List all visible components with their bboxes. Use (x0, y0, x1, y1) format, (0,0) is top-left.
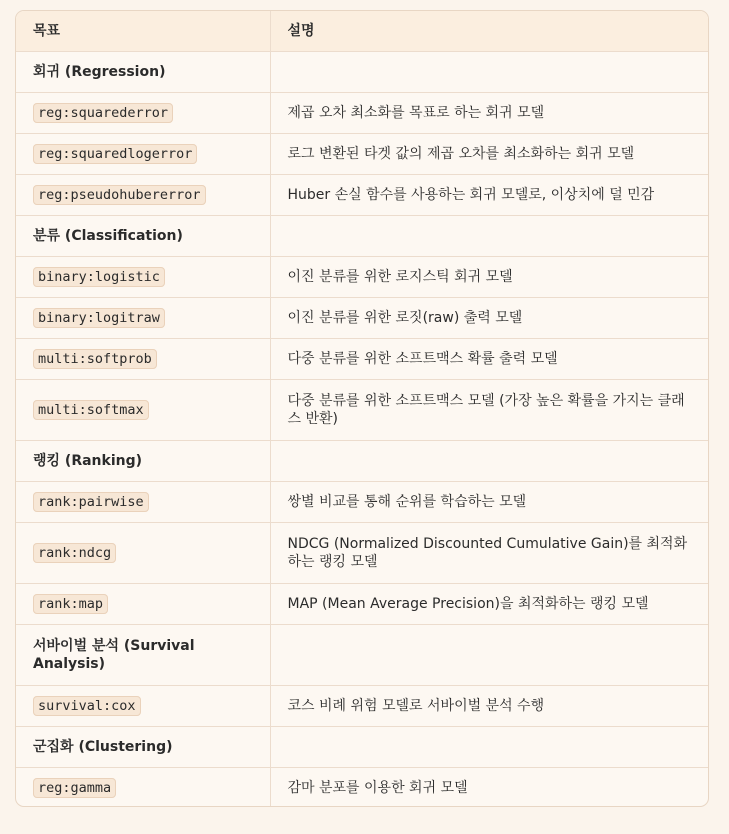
table-row (16, 257, 708, 298)
objective-code: rank:ndcg (33, 543, 116, 563)
objective-table (16, 11, 708, 807)
objective-code: multi:softprob (33, 349, 157, 369)
objective-code: reg:squarederror (33, 103, 173, 123)
objective-description: NDCG (Normalized Discounted Cumulative Gain)를 최적화하는 랭킹 모델 (270, 523, 708, 584)
table-row (16, 175, 708, 216)
section-label: 분류 (Classification) (16, 216, 270, 257)
table-row (16, 686, 708, 727)
header-objective: 목표 (16, 11, 270, 52)
objective-code: multi:softmax (33, 400, 149, 420)
objective-description: Huber 손실 함수를 사용하는 회귀 모델로, 이상치에 덜 민감 (270, 175, 708, 216)
objective-code: reg:gamma (33, 778, 116, 798)
section-label: 서바이벌 분석 (Survival Analysis) (16, 625, 270, 686)
section-row (16, 52, 708, 93)
objective-code: reg:pseudohubererror (33, 185, 206, 205)
section-label: 랭킹 (Ranking) (16, 441, 270, 482)
objective-description: MAP (Mean Average Precision)을 최적화하는 랭킹 모델 (270, 584, 708, 625)
section-row (16, 441, 708, 482)
objective-code: rank:pairwise (33, 492, 149, 512)
objective-description: 이진 분류를 위한 로지스틱 회귀 모델 (270, 257, 708, 298)
objective-code: survival:cox (33, 696, 141, 716)
section-row (16, 216, 708, 257)
objective-code: rank:map (33, 594, 108, 614)
section-label: 회귀 (Regression) (16, 52, 270, 93)
objective-description: 쌍별 비교를 통해 순위를 학습하는 모델 (270, 482, 708, 523)
objective-code: binary:logitraw (33, 308, 165, 328)
table-row (16, 339, 708, 380)
objective-code: binary:logistic (33, 267, 165, 287)
objective-description: 감마 분포를 이용한 회귀 모델 (270, 768, 708, 808)
objective-description: 로그 변환된 타겟 값의 제곱 오차를 최소화하는 회귀 모델 (270, 134, 708, 175)
table-row (16, 134, 708, 175)
objective-description: 다중 분류를 위한 소프트맥스 확률 출력 모델 (270, 339, 708, 380)
objective-description: 코스 비례 위험 모델로 서바이벌 분석 수행 (270, 686, 708, 727)
section-label: 군집화 (Clustering) (16, 727, 270, 768)
table-row (16, 93, 708, 134)
header-description: 설명 (270, 11, 708, 52)
objective-description: 이진 분류를 위한 로짓(raw) 출력 모델 (270, 298, 708, 339)
table-row (16, 584, 708, 625)
objective-description: 제곱 오차 최소화를 목표로 하는 회귀 모델 (270, 93, 708, 134)
table-row (16, 482, 708, 523)
table-row (16, 768, 708, 808)
objective-table-container (15, 10, 709, 807)
section-row (16, 625, 708, 686)
table-row (16, 380, 708, 441)
table-header-row (16, 11, 708, 52)
section-row (16, 727, 708, 768)
table-row (16, 298, 708, 339)
table-row (16, 523, 708, 584)
objective-code: reg:squaredlogerror (33, 144, 197, 164)
objective-description: 다중 분류를 위한 소프트맥스 모델 (가장 높은 확률을 가지는 클래스 반환) (270, 380, 708, 441)
